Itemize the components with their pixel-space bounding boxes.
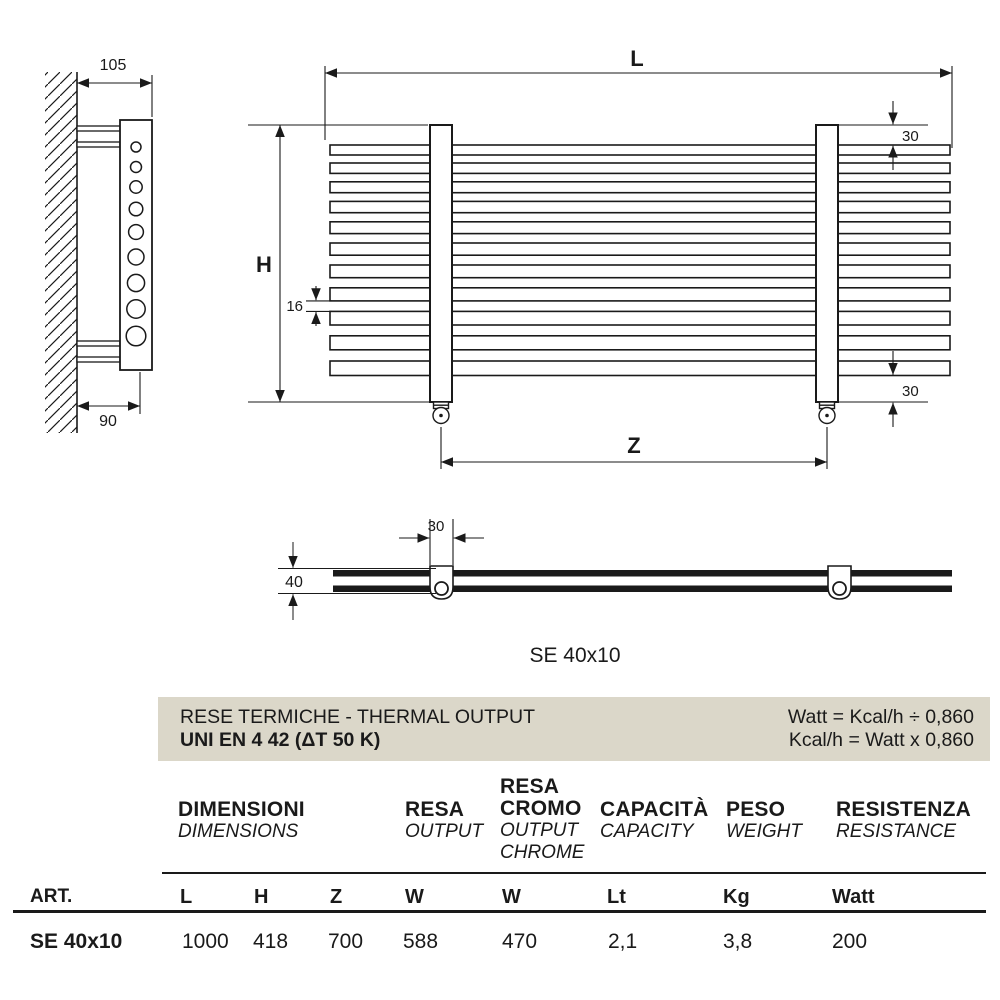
group-weight: [726, 799, 802, 843]
group-label-it: PESO: [726, 798, 786, 821]
row-value-L: 1000: [182, 930, 229, 953]
group-resistance: [836, 799, 971, 843]
col-H: H: [254, 886, 269, 908]
dim-30-collar-label: 30: [427, 518, 445, 535]
dim-L: [325, 66, 952, 148]
group-label-it: CAPACITÀ: [600, 798, 709, 821]
group-label-en: CHROME: [500, 842, 585, 863]
left-collector: [430, 125, 452, 402]
row-value-W-output: 588: [403, 930, 439, 953]
header-rule-thin: [162, 872, 986, 874]
group-capacity: [600, 799, 709, 843]
mounting-bracket: [77, 126, 120, 131]
group-label-it: RESISTENZA: [836, 798, 972, 821]
col-Watt: Watt: [832, 886, 875, 908]
row-art-code: SE 40x10: [30, 930, 123, 953]
band-formula-line1: Watt = Kcal/h ÷ 0,860: [787, 706, 974, 728]
row-value-Z: 700: [328, 930, 364, 953]
tube-bottom-wall: [333, 586, 952, 593]
col-W-output: W: [405, 886, 424, 908]
col-Kg: Kg: [723, 886, 750, 908]
left-valve: [433, 402, 449, 424]
col-Z: Z: [330, 886, 343, 908]
mounting-bracket: [77, 341, 120, 346]
group-label-en: OUTPUT: [500, 820, 579, 841]
wall-hatch: [45, 72, 77, 433]
thermal-output-band: [158, 697, 990, 761]
band-formulas: [788, 706, 974, 752]
group-label-en: WEIGHT: [726, 821, 802, 842]
row-value-Lt: 2,1: [608, 930, 638, 953]
band-formula-line2: Kcal/h = Watt x 0,860: [788, 729, 974, 751]
mounting-bracket: [77, 357, 120, 362]
side-view: [45, 57, 152, 433]
dim-Z-label: Z: [627, 433, 641, 458]
dim-105-label: 105: [99, 57, 127, 74]
right-valve: [819, 402, 835, 424]
row-value-W-chrome: 470: [502, 930, 538, 953]
left-collar: [430, 566, 453, 599]
dim-16: [306, 286, 332, 326]
col-Lt: Lt: [607, 886, 626, 908]
right-collector: [816, 125, 838, 402]
mounting-bracket: [77, 142, 120, 147]
dim-30-bottom-label: 30: [902, 383, 919, 400]
front-view: [248, 46, 952, 469]
row-value-Kg: 3,8: [723, 930, 753, 953]
dim-16-label: 16: [286, 298, 303, 315]
right-collar: [828, 566, 851, 599]
col-art: ART.: [30, 886, 73, 907]
group-label-en: CAPACITY: [600, 821, 694, 842]
row-value-Watt: 200: [832, 930, 868, 953]
group-label-en: DIMENSIONS: [178, 821, 299, 842]
band-title-line2: UNI EN 4 42 (ΔT 50 K): [180, 729, 381, 751]
dim-40-label: 40: [285, 574, 303, 591]
col-L: L: [180, 886, 193, 908]
group-label-it: RESA: [500, 775, 560, 798]
header-rule-thick: [13, 910, 986, 913]
col-W-chrome: W: [502, 886, 521, 908]
row-value-H: 418: [253, 930, 289, 953]
dim-90-label: 90: [99, 413, 117, 430]
band-title: [180, 706, 535, 752]
dim-90: [77, 372, 140, 414]
radiator-tubes: [330, 145, 950, 376]
band-title-line1: RESE TERMICHE - THERMAL OUTPUT: [180, 706, 536, 728]
model-caption: SE 40x10: [529, 644, 621, 667]
dim-H-label: H: [256, 252, 272, 277]
group-output-chrome: [500, 776, 584, 864]
plan-view: [278, 518, 952, 667]
group-dimensions: [178, 799, 305, 843]
group-output: [405, 799, 483, 843]
group-label-en: RESISTANCE: [836, 821, 957, 842]
group-label-it: DIMENSIONI: [178, 798, 305, 821]
group-label-en: OUTPUT: [405, 821, 484, 842]
dim-30-top-label: 30: [902, 128, 919, 145]
dim-105: [77, 75, 152, 117]
dim-L-label: L: [630, 46, 644, 71]
tube-top-wall: [333, 570, 952, 577]
group-label-it: RESA: [405, 798, 465, 821]
group-label-it: CROMO: [500, 797, 582, 820]
